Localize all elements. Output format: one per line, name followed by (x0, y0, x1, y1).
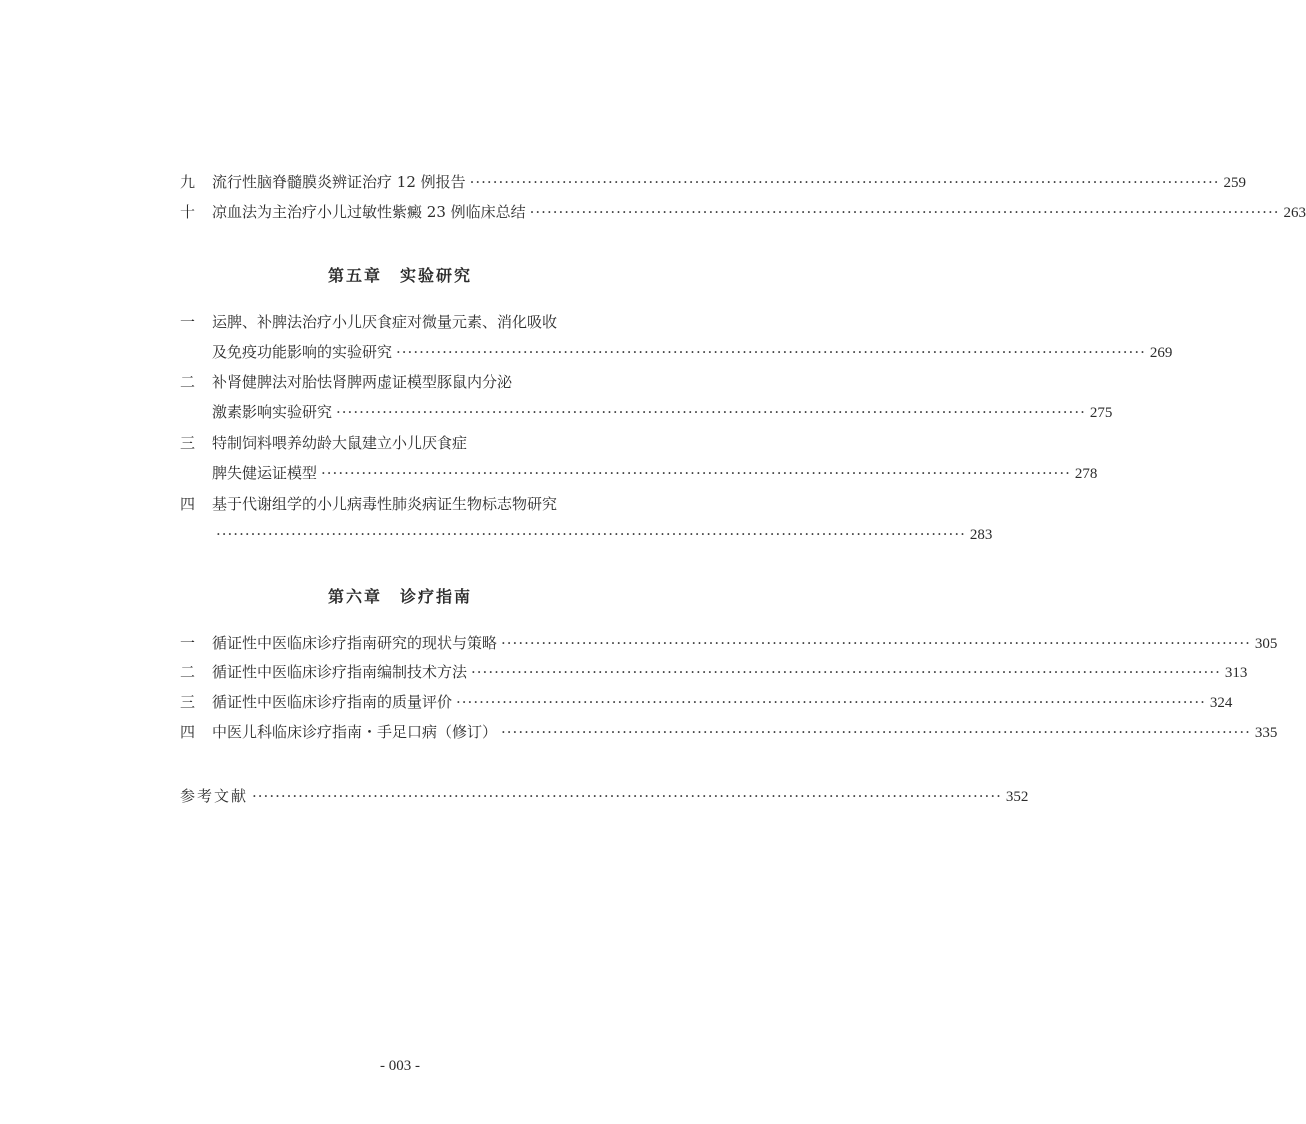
dot-leader (501, 632, 1251, 654)
chapter-5-heading: 第五章 实验研究 (327, 266, 472, 285)
entry-title-line1: 补肾健脾法对胎怯肾脾两虚证模型豚鼠内分泌 (212, 373, 513, 391)
entry-title: 循证性中医临床诊疗指南的质量评价 (212, 693, 453, 711)
entry-number: 九 (180, 173, 196, 191)
entry-number: 三 (180, 693, 196, 711)
entry-page: 283 (969, 527, 993, 543)
dot-leader (470, 171, 1220, 193)
dot-leader (336, 401, 1086, 423)
entry-number: 一 (180, 313, 196, 331)
toc-entry-9[interactable] (180, 171, 1246, 193)
dot-leader (216, 523, 966, 545)
page-number-footer: - 003 - (380, 1058, 420, 1074)
entry-title-line1: 基于代谢组学的小儿病毒性肺炎病证生物标志物研究 (212, 495, 558, 513)
entry-page: 324 (1209, 695, 1233, 711)
chapter-6-heading: 第六章 诊疗指南 (327, 587, 472, 606)
entry-number: 二 (180, 373, 196, 391)
entry-page: 269 (1149, 345, 1173, 361)
toc-entry-ch5-2[interactable] (180, 371, 1113, 423)
toc-entry-ch5-3[interactable] (180, 432, 1098, 484)
dot-leader (471, 661, 1221, 683)
entry-page: 305 (1254, 636, 1278, 652)
entry-number: 四 (180, 723, 196, 741)
entry-title-line2: 激素影响实验研究 (212, 403, 333, 421)
entry-number: 三 (180, 434, 196, 452)
dot-leader (530, 201, 1280, 223)
entry-number: 四 (180, 495, 196, 513)
entry-title-line1: 运脾、补脾法治疗小儿厌食症对微量元素、消化吸收 (212, 313, 558, 331)
entry-title-line2: 及免疫功能影响的实验研究 (212, 343, 393, 361)
toc-entry-ch6-3[interactable] (180, 691, 1233, 713)
entry-number: 十 (180, 203, 196, 221)
entry-page: 352 (1005, 789, 1029, 805)
dot-leader (396, 341, 1146, 363)
entry-page: 259 (1223, 175, 1246, 191)
toc-entry-references[interactable] (180, 785, 1029, 807)
toc-entry-ch6-1[interactable] (180, 632, 1278, 654)
entry-title: 循证性中医临床诊疗指南编制技术方法 (212, 663, 468, 681)
references-title: 参考文献 (180, 787, 249, 805)
entry-title-line2: 脾失健运证模型 (212, 464, 318, 482)
entry-page: 313 (1224, 665, 1248, 681)
entry-page: 263 (1283, 205, 1306, 221)
entry-title-line1: 特制饲料喂养幼龄大鼠建立小儿厌食症 (212, 434, 468, 452)
dot-leader (252, 785, 1002, 807)
toc-entry-ch6-2[interactable] (180, 661, 1248, 683)
dot-leader (456, 691, 1206, 713)
entry-number: 一 (180, 634, 196, 652)
dot-leader (321, 462, 1071, 484)
entry-title: 凉血法为主治疗小儿过敏性紫癜 23 例临床总结 (212, 203, 526, 221)
toc-entry-ch5-4[interactable] (180, 493, 993, 545)
entry-title: 中医儿科临床诊疗指南・手足口病（修订） (212, 723, 498, 741)
entry-number: 二 (180, 663, 196, 681)
entry-page: 335 (1254, 725, 1278, 741)
toc-entry-10[interactable] (180, 201, 1306, 223)
entry-page: 278 (1074, 466, 1098, 482)
dot-leader (501, 721, 1251, 743)
entry-title: 流行性脑脊髓膜炎辨证治疗 12 例报告 (212, 173, 466, 191)
entry-title: 循证性中医临床诊疗指南研究的现状与策略 (212, 634, 498, 652)
toc-entry-ch6-4[interactable] (180, 721, 1278, 743)
toc-entry-ch5-1[interactable] (180, 311, 1173, 363)
entry-page: 275 (1089, 405, 1113, 421)
